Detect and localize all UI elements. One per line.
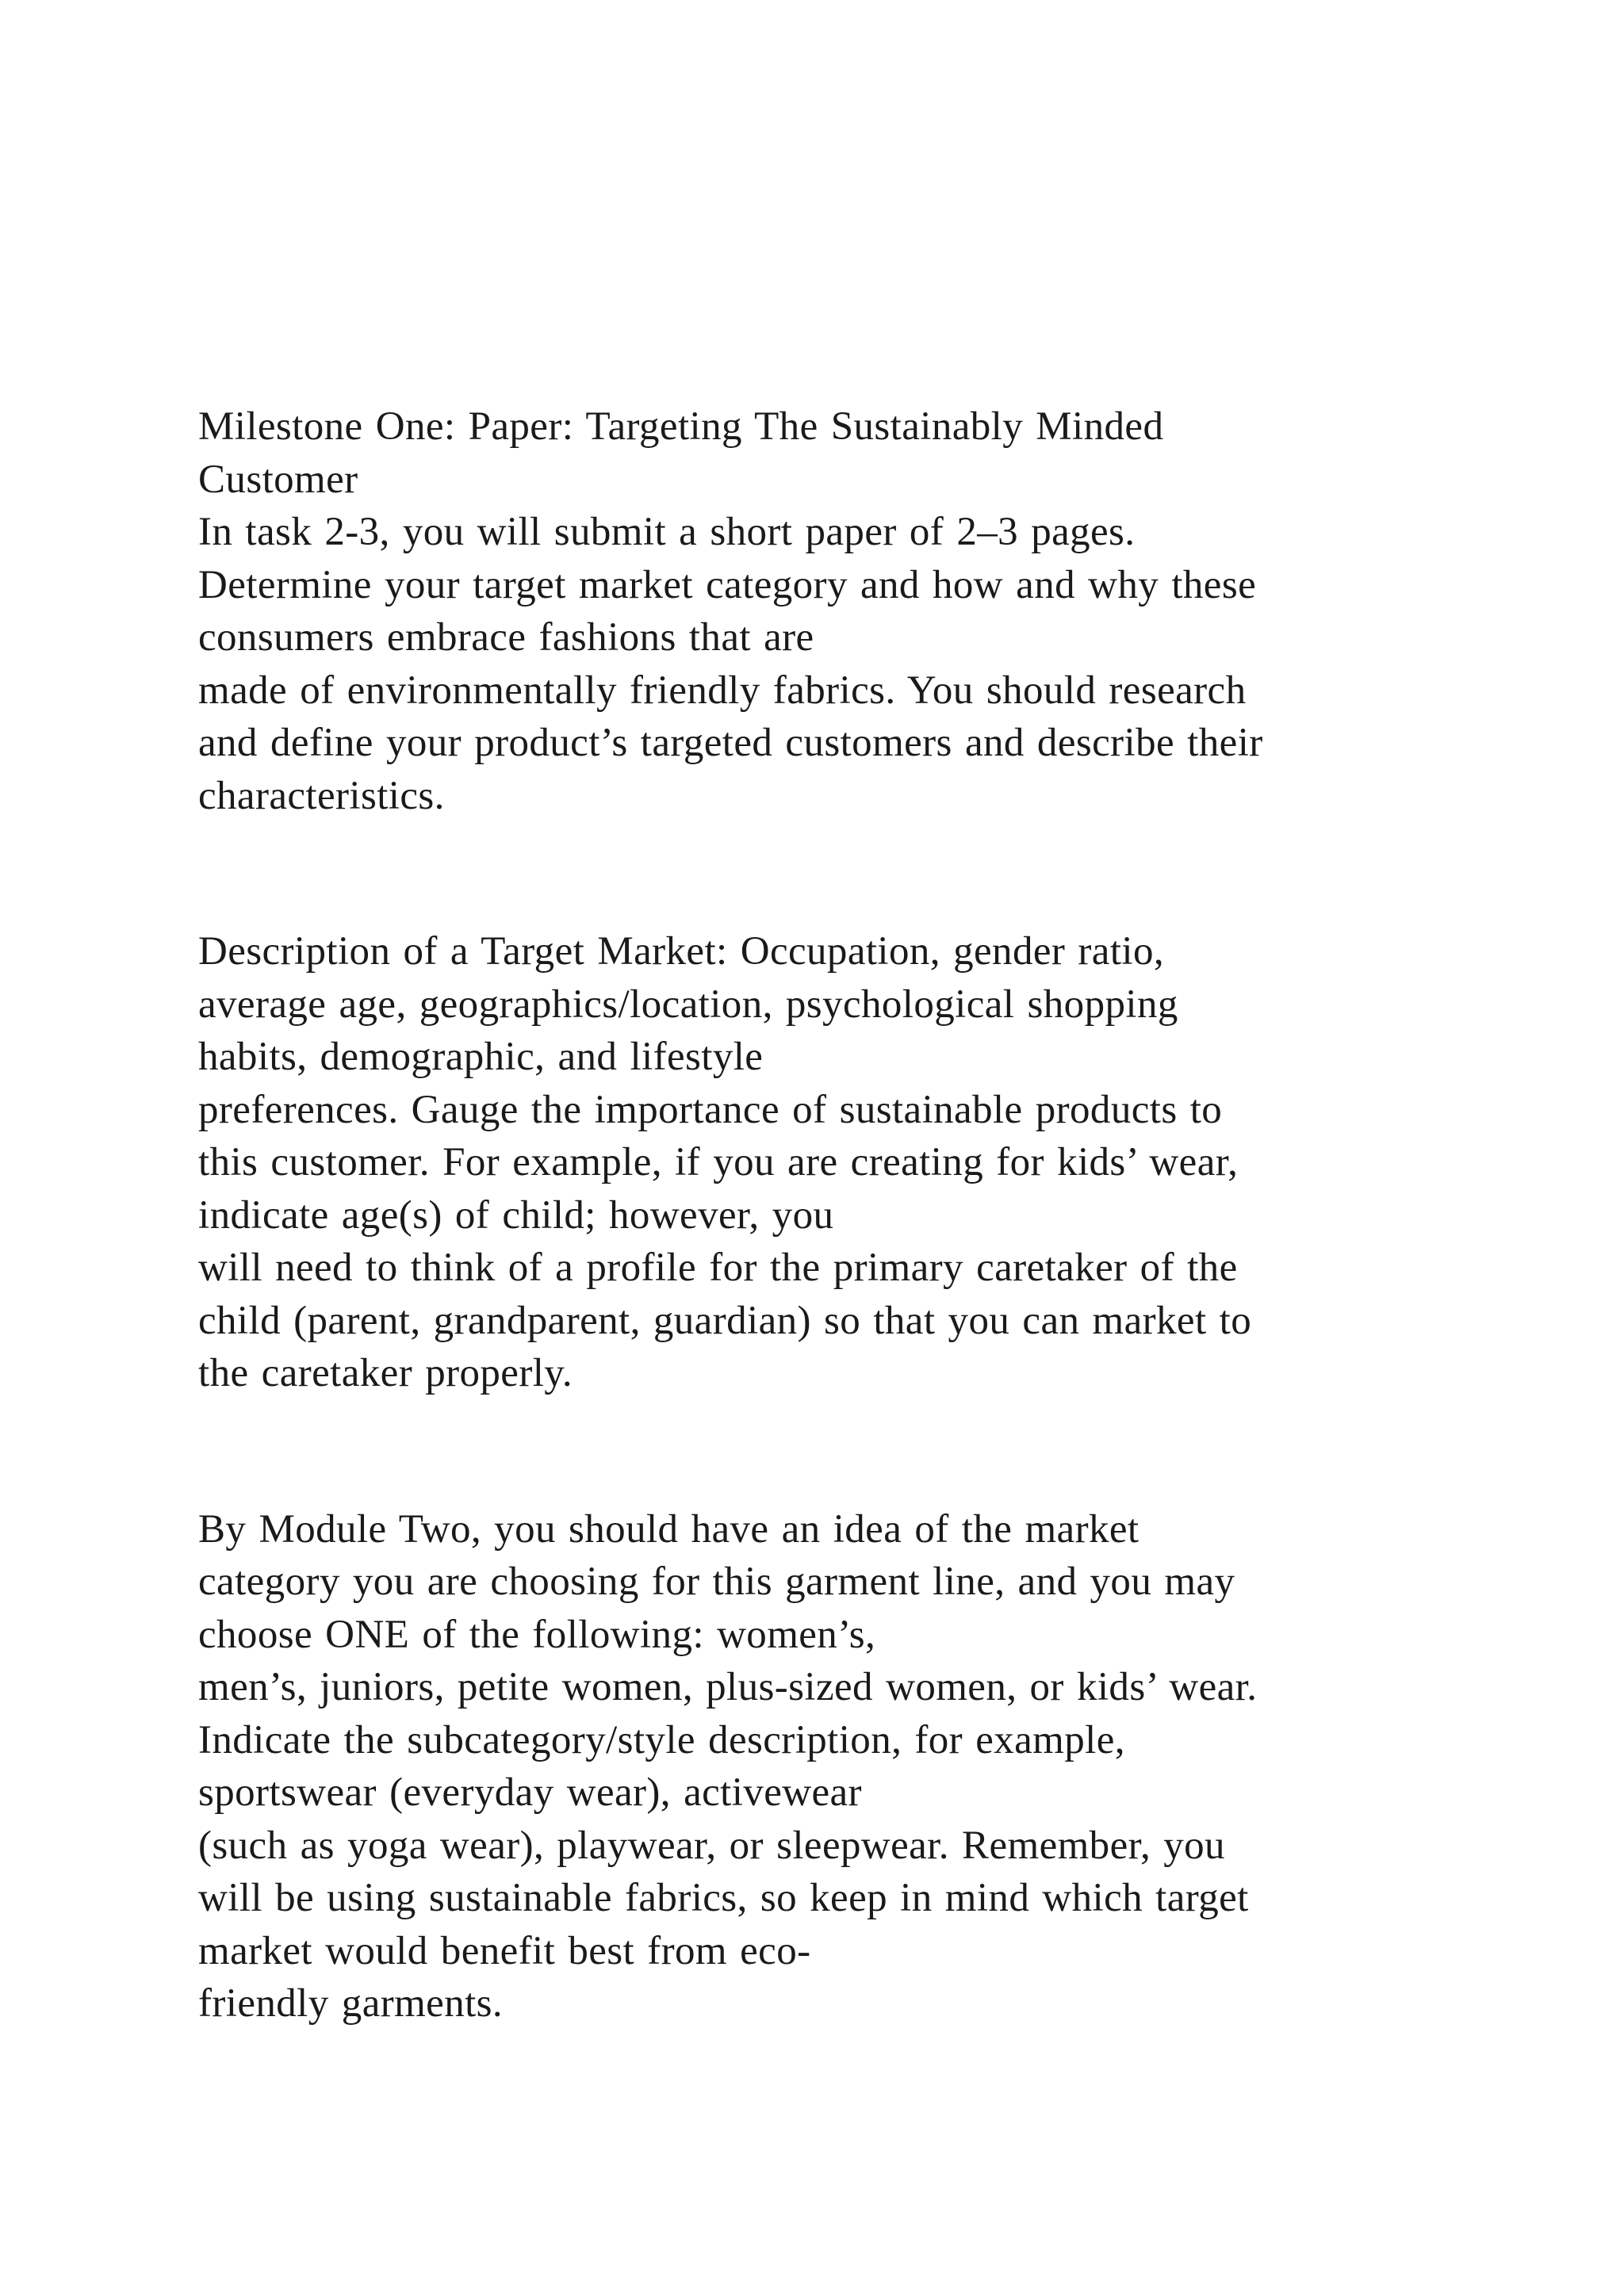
text-line: friendly garments. (198, 1981, 504, 2026)
text-line: will be using sustainable fabrics, so keep in mind which target (198, 1876, 1249, 1920)
text-line: market would benefit best from eco- (198, 1928, 811, 1973)
text-line: characteristics. (198, 773, 445, 818)
paragraph-assignment-overview (198, 400, 1435, 822)
text-line: will need to think of a profile for the primary caretaker of the (198, 1246, 1238, 1290)
text-line: choose ONE of the following: women’s, (198, 1612, 876, 1657)
text-line: this customer. For example, if you are creating for kids’ wear, (198, 1140, 1239, 1184)
text-line: indicate age(s) of child; however, you (198, 1192, 834, 1238)
text-line: By Module Two, you should have an idea of the market (198, 1506, 1139, 1552)
text-line: Milestone One: Paper: Targeting The Sustainably Minded (198, 404, 1164, 449)
text-line: made of environmentally friendly fabrics. You should research (198, 668, 1247, 713)
paragraph-target-market-description (198, 925, 1435, 1400)
text-line: the caretaker properly. (198, 1351, 573, 1395)
text-line: Determine your target market category and how and why these (198, 562, 1257, 607)
text-line: habits, demographic, and lifestyle (198, 1035, 764, 1079)
text-line: (such as yoga wear), playwear, or sleepwear. Remember, you (198, 1823, 1225, 1868)
paragraph-market-category (198, 1503, 1435, 2030)
text-line: and define your product’s targeted customers and describe their (198, 721, 1263, 765)
text-line: In task 2-3, you will submit a short paper of 2–3 pages. (198, 510, 1136, 554)
text-line: sportswear (everyday wear), activewear (198, 1770, 862, 1815)
text-line: Description of a Target Market: Occupation, gender ratio, (198, 929, 1165, 974)
text-line: category you are choosing for this garment line, and you may (198, 1559, 1235, 1604)
text-line: Indicate the subcategory/style description, for example, (198, 1717, 1125, 1762)
text-line: consumers embrace fashions that are (198, 615, 814, 660)
text-line: men’s, juniors, petite women, plus-sized women, or kids’ wear. (198, 1665, 1258, 1709)
text-line: preferences. Gauge the importance of sustainable products to (198, 1087, 1223, 1132)
text-line: Customer (198, 457, 358, 502)
text-line: average age, geographics/location, psychological shopping (198, 982, 1178, 1027)
text-line: child (parent, grandparent, guardian) so that you can market to (198, 1298, 1252, 1343)
document-body (198, 400, 1435, 2030)
